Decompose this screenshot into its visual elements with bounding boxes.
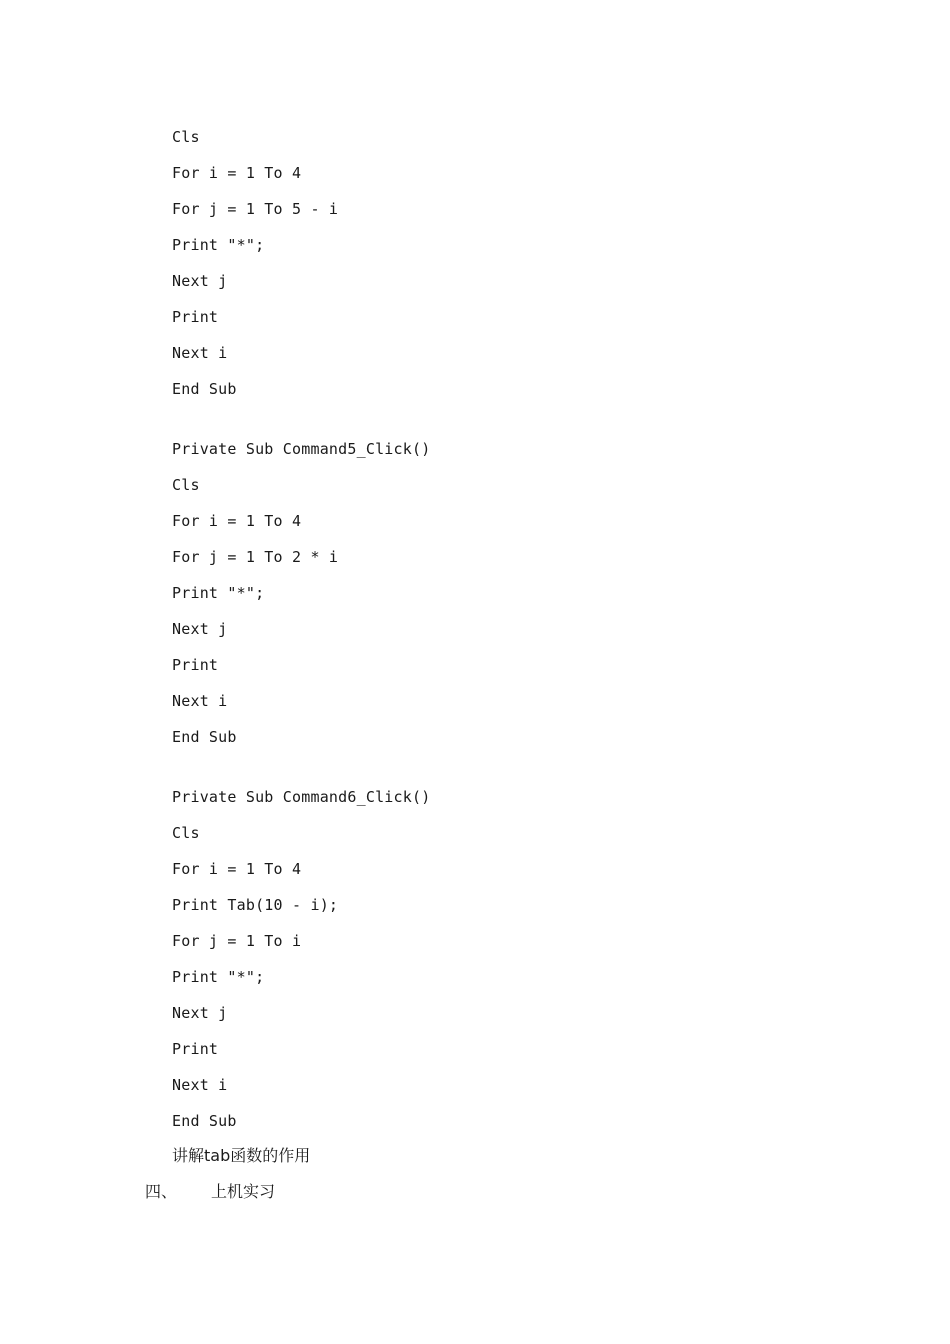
code-line: Cls bbox=[172, 128, 200, 146]
code-line: Print "*"; bbox=[172, 584, 265, 602]
section-title: 上机实习 bbox=[211, 1182, 276, 1201]
code-line: Print Tab(10 - i); bbox=[172, 896, 339, 914]
code-line: Print "*"; bbox=[172, 236, 265, 254]
code-line: End Sub bbox=[172, 380, 237, 398]
code-line: Print bbox=[172, 656, 219, 674]
code-line: Private Sub Command6_Click() bbox=[172, 788, 431, 806]
explanation-note: 讲解tab函数的作用 bbox=[172, 1146, 311, 1165]
code-line: Private Sub Command5_Click() bbox=[172, 440, 431, 458]
code-line: Print bbox=[172, 308, 219, 326]
code-line: Next j bbox=[172, 620, 228, 638]
code-line: Next i bbox=[172, 344, 228, 362]
code-line: Next j bbox=[172, 1004, 228, 1022]
code-line: End Sub bbox=[172, 728, 237, 746]
code-line: Print bbox=[172, 1040, 219, 1058]
code-line: End Sub bbox=[172, 1112, 237, 1130]
code-line: Next i bbox=[172, 1076, 228, 1094]
code-line: Next i bbox=[172, 692, 228, 710]
code-line: Cls bbox=[172, 824, 200, 842]
section-number: 四、 bbox=[145, 1182, 178, 1201]
code-line: For i = 1 To 4 bbox=[172, 512, 302, 530]
code-line: For i = 1 To 4 bbox=[172, 860, 302, 878]
code-line: For j = 1 To i bbox=[172, 932, 302, 950]
code-line: For j = 1 To 5 - i bbox=[172, 200, 339, 218]
code-line: Cls bbox=[172, 476, 200, 494]
code-line: For j = 1 To 2 * i bbox=[172, 548, 339, 566]
code-line: Print "*"; bbox=[172, 968, 265, 986]
code-line: For i = 1 To 4 bbox=[172, 164, 302, 182]
code-line: Next j bbox=[172, 272, 228, 290]
